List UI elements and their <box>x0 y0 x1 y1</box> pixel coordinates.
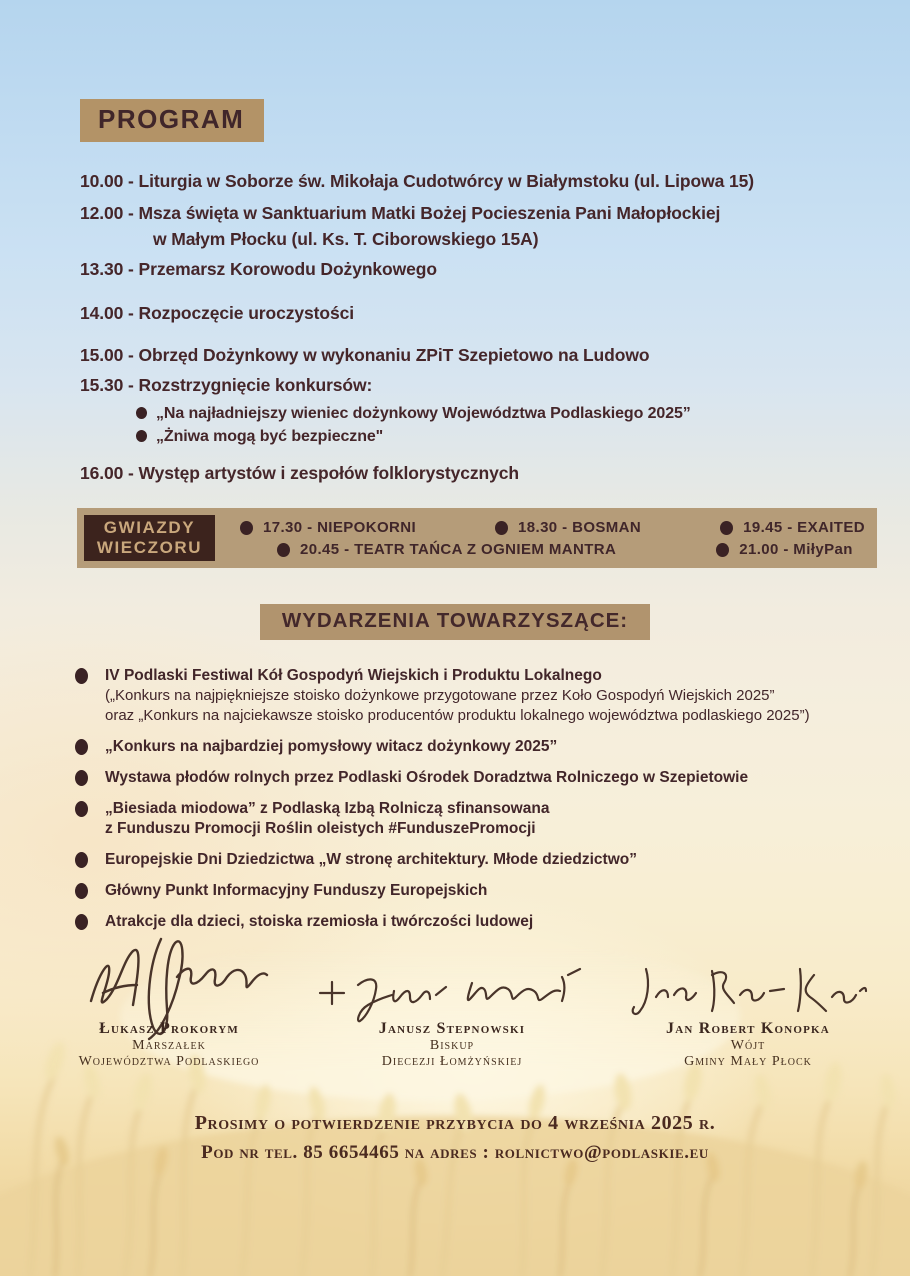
contest-subitem: „Żniwa mogą być bezpieczne" <box>136 425 880 448</box>
bullet-dot-icon <box>240 521 253 535</box>
side-events-header: WYDARZENIA TOWARZYSZĄCE: <box>260 604 650 640</box>
bullet-dot-icon <box>75 770 88 786</box>
bullet-dot-icon <box>716 543 729 557</box>
bullet-dot-icon <box>75 883 88 899</box>
program-header <box>80 99 264 142</box>
schedule-item-1600: 16.00 - Występ artystów i zespołów folklorystycznych <box>80 463 519 483</box>
bullet-dot-icon <box>495 521 508 535</box>
signatory-title: Diecezji Łomżyńskiej <box>381 1053 523 1069</box>
contest-sublist <box>80 402 880 448</box>
rsvp-line-1: Prosimy o potwierdzenie przybycia do 4 września 2025 r. <box>194 1112 716 1134</box>
side-event-item: Europejskie Dni Dziedzictwa „W stronę architektury. Młode dziedzictwo” <box>75 850 890 870</box>
program-schedule <box>80 170 880 484</box>
signatory-title: Biskup <box>429 1038 475 1053</box>
signature-jan-robert-konopka-handwriting <box>628 961 868 1023</box>
schedule-item-1000: 10.00 - Liturgia w Soborze św. Mikołaja Cudotwórcy w Białymstoku (ul. Lipowa 15) <box>80 171 754 191</box>
side-event-item: „Biesiada miodowa” z Podlaską Izbą Rolniczą sfinansowana z Funduszu Promocji Roślin oleistych #FunduszePromocji <box>75 799 890 839</box>
star-entry: 21.00 - MiłyPan <box>716 541 853 558</box>
side-events-header-row <box>0 604 910 640</box>
bullet-dot-icon <box>136 430 147 442</box>
star-entry: 20.45 - TEATR TAŃCA Z OGNIEM MANTRA <box>277 541 616 558</box>
star-entry: 17.30 - NIEPOKORNI <box>240 519 416 536</box>
contest-subitem: „Na najładniejszy wieniec dożynkowy Województwa Podlaskiego 2025” <box>136 402 880 425</box>
signatures-section <box>0 945 910 1080</box>
signature-block-wojt <box>598 945 898 1069</box>
schedule-item-1500: 15.00 - Obrzęd Dożynkowy w wykonaniu ZPiT Szepietowo na Ludowo <box>80 345 650 365</box>
rsvp-line-2: Pod nr tel. 85 6654465 na adres : rolnictwo@podlaskie.eu <box>201 1142 709 1163</box>
signatory-name: Jan Robert Konopka <box>666 1020 830 1037</box>
side-event-item: Atrakcje dla dzieci, stoiska rzemiosła i twórczości ludowej <box>75 912 890 932</box>
bullet-dot-icon <box>75 801 88 817</box>
signature-janusz-stepnowski-handwriting <box>312 955 592 1025</box>
signatory-title: Marszałek <box>132 1038 206 1053</box>
bullet-dot-icon <box>720 521 733 535</box>
evening-stars-label: GWIAZDY WIECZORU <box>84 515 215 561</box>
schedule-item-1200: 12.00 - Msza święta w Sanktuarium Matki Bożej Pocieszenia Pani Małopłockiej w Małym Płocku (ul. Ks. T. Ciborowskiego 15A) <box>80 202 880 250</box>
stars-row-2 <box>227 541 865 558</box>
side-events-list <box>75 666 890 943</box>
bullet-dot-icon <box>75 914 88 930</box>
star-entry: 19.45 - EXAITED <box>720 519 865 536</box>
bullet-dot-icon <box>136 407 147 419</box>
signatory-title: Województwa Podlaskiego <box>78 1053 260 1069</box>
signatory-title: Wójt <box>730 1038 766 1053</box>
schedule-item-1330: 13.30 - Przemarsz Korowodu Dożynkowego <box>80 259 437 279</box>
rsvp-footer <box>0 1108 910 1168</box>
star-entry: 18.30 - BOSMAN <box>495 519 641 536</box>
signature-block-biskup <box>302 945 602 1069</box>
signatory-name: Łukasz Prokorym <box>99 1020 239 1037</box>
side-event-item: IV Podlaski Festiwal Kół Gospodyń Wiejskich i Produktu Lokalnego („Konkurs na najpiękniejsze stoisko dożynkowe przygotowane przez Koło Gospodyń Wiejskich 2025” oraz „Konkurs na najciekawsze stoisko producentów produktu lokalnego województwa podlaskiego 2025”) <box>75 666 890 726</box>
bullet-dot-icon <box>75 668 88 684</box>
schedule-item-1400: 14.00 - Rozpoczęcie uroczystości <box>80 303 354 323</box>
bullet-dot-icon <box>277 543 290 557</box>
schedule-item-1200-line2: w Małym Płocku (ul. Ks. T. Ciborowskiego 15A) <box>153 229 539 249</box>
evening-stars-band <box>77 508 877 568</box>
signature-block-marszalek <box>19 945 319 1069</box>
side-event-item: Główny Punkt Informacyjny Funduszy Europejskich <box>75 881 890 901</box>
program-title: PROGRAM <box>98 104 245 134</box>
signature-lukasz-prokorym-handwriting <box>69 931 269 1043</box>
signatory-name: Janusz Stepnowski <box>378 1020 526 1037</box>
bullet-dot-icon <box>75 852 88 868</box>
schedule-item-1530: 15.30 - Rozstrzygnięcie konkursów: „Na najładniejszy wieniec dożynkowy Województwa Podlaskiego 2025” „Żniwa mogą być bezpieczne" <box>80 374 880 448</box>
side-event-item: Wystawa płodów rolnych przez Podlaski Ośrodek Doradztwa Rolniczego w Szepietowie <box>75 768 890 788</box>
stars-row-1 <box>227 519 865 536</box>
evening-stars-entries <box>227 508 865 568</box>
signatory-title: Gminy Mały Płock <box>684 1053 812 1069</box>
bullet-dot-icon <box>75 739 88 755</box>
side-event-item: „Konkurs na najbardziej pomysłowy witacz dożynkowy 2025” <box>75 737 890 757</box>
